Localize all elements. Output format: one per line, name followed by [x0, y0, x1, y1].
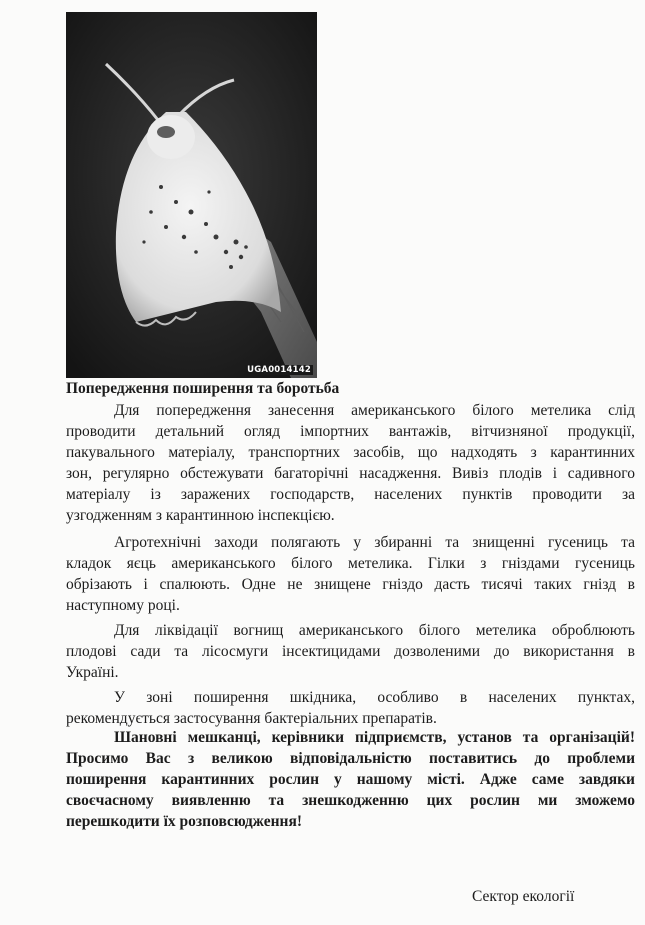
moth-illustration	[66, 12, 317, 378]
section-title: Попередження поширення та боротьба	[66, 380, 340, 397]
appeal-line: Просимо Вас з великою відповідальністю поставитись до проблеми	[66, 750, 635, 767]
text-line: плодові сади та лісосмуги інсектицидами дозволеними до використання в	[66, 643, 635, 660]
paragraph-2	[66, 532, 635, 616]
appeal-text	[66, 727, 635, 832]
text-line: Україні.	[66, 664, 119, 681]
photo-id-label: UGA0014142	[247, 365, 311, 375]
text-line: Агротехнічні заходи полягають у збиранні та знищенні гусениць та	[114, 534, 635, 551]
text-line: матеріалу із заражених господарств, населених пунктів проводити за	[66, 486, 635, 503]
appeal-line: Шановні мешканці, керівники підприємств, установ та організацій!	[114, 729, 635, 746]
appeal-line: своєчасному виявленню та знешкодженню цих рослин ми зможемо	[66, 792, 635, 809]
text-line: У зоні поширення шкідника, особливо в населених пунктах,	[114, 689, 635, 706]
appeal-line: поширення карантинних рослин у нашому місті. Адже саме завдяки	[66, 771, 635, 788]
appeal-line: перешкодити їх розповсюдження!	[66, 813, 303, 830]
text-line: зон, регулярно обстежувати багаторічні насадження. Вивіз плодів і садивного	[66, 465, 635, 482]
text-line: Для ліквідації вогнищ американського білого метелика оброблюють	[114, 622, 635, 639]
paragraph-1	[66, 400, 635, 526]
text-line: обрізають і спалюють. Одне не знищене гніздо дасть тисячі таких гнізд в	[66, 576, 635, 593]
text-line: рекомендується застосування бактеріальних препаратів.	[66, 710, 437, 727]
body-text	[66, 400, 635, 732]
text-line: пакувального матеріалу, транспортних засобів, що надходять з карантинних	[66, 444, 635, 461]
paragraph-4	[66, 687, 635, 729]
text-line: проводити детальний огляд імпортних вантажів, вітчизняної продукції,	[66, 423, 635, 440]
text-line: наступному році.	[66, 597, 180, 614]
text-line: кладок яєць американського білого метелика. Гілки з гніздами гусениць	[66, 555, 635, 572]
text-line: узгодженням з карантинною інспекцією.	[66, 507, 335, 524]
moth-photo	[66, 12, 317, 378]
signature: Сектор екології	[472, 888, 575, 905]
text-line: Для попередження занесення американського білого метелика слід	[114, 402, 635, 419]
paragraph-3	[66, 620, 635, 683]
